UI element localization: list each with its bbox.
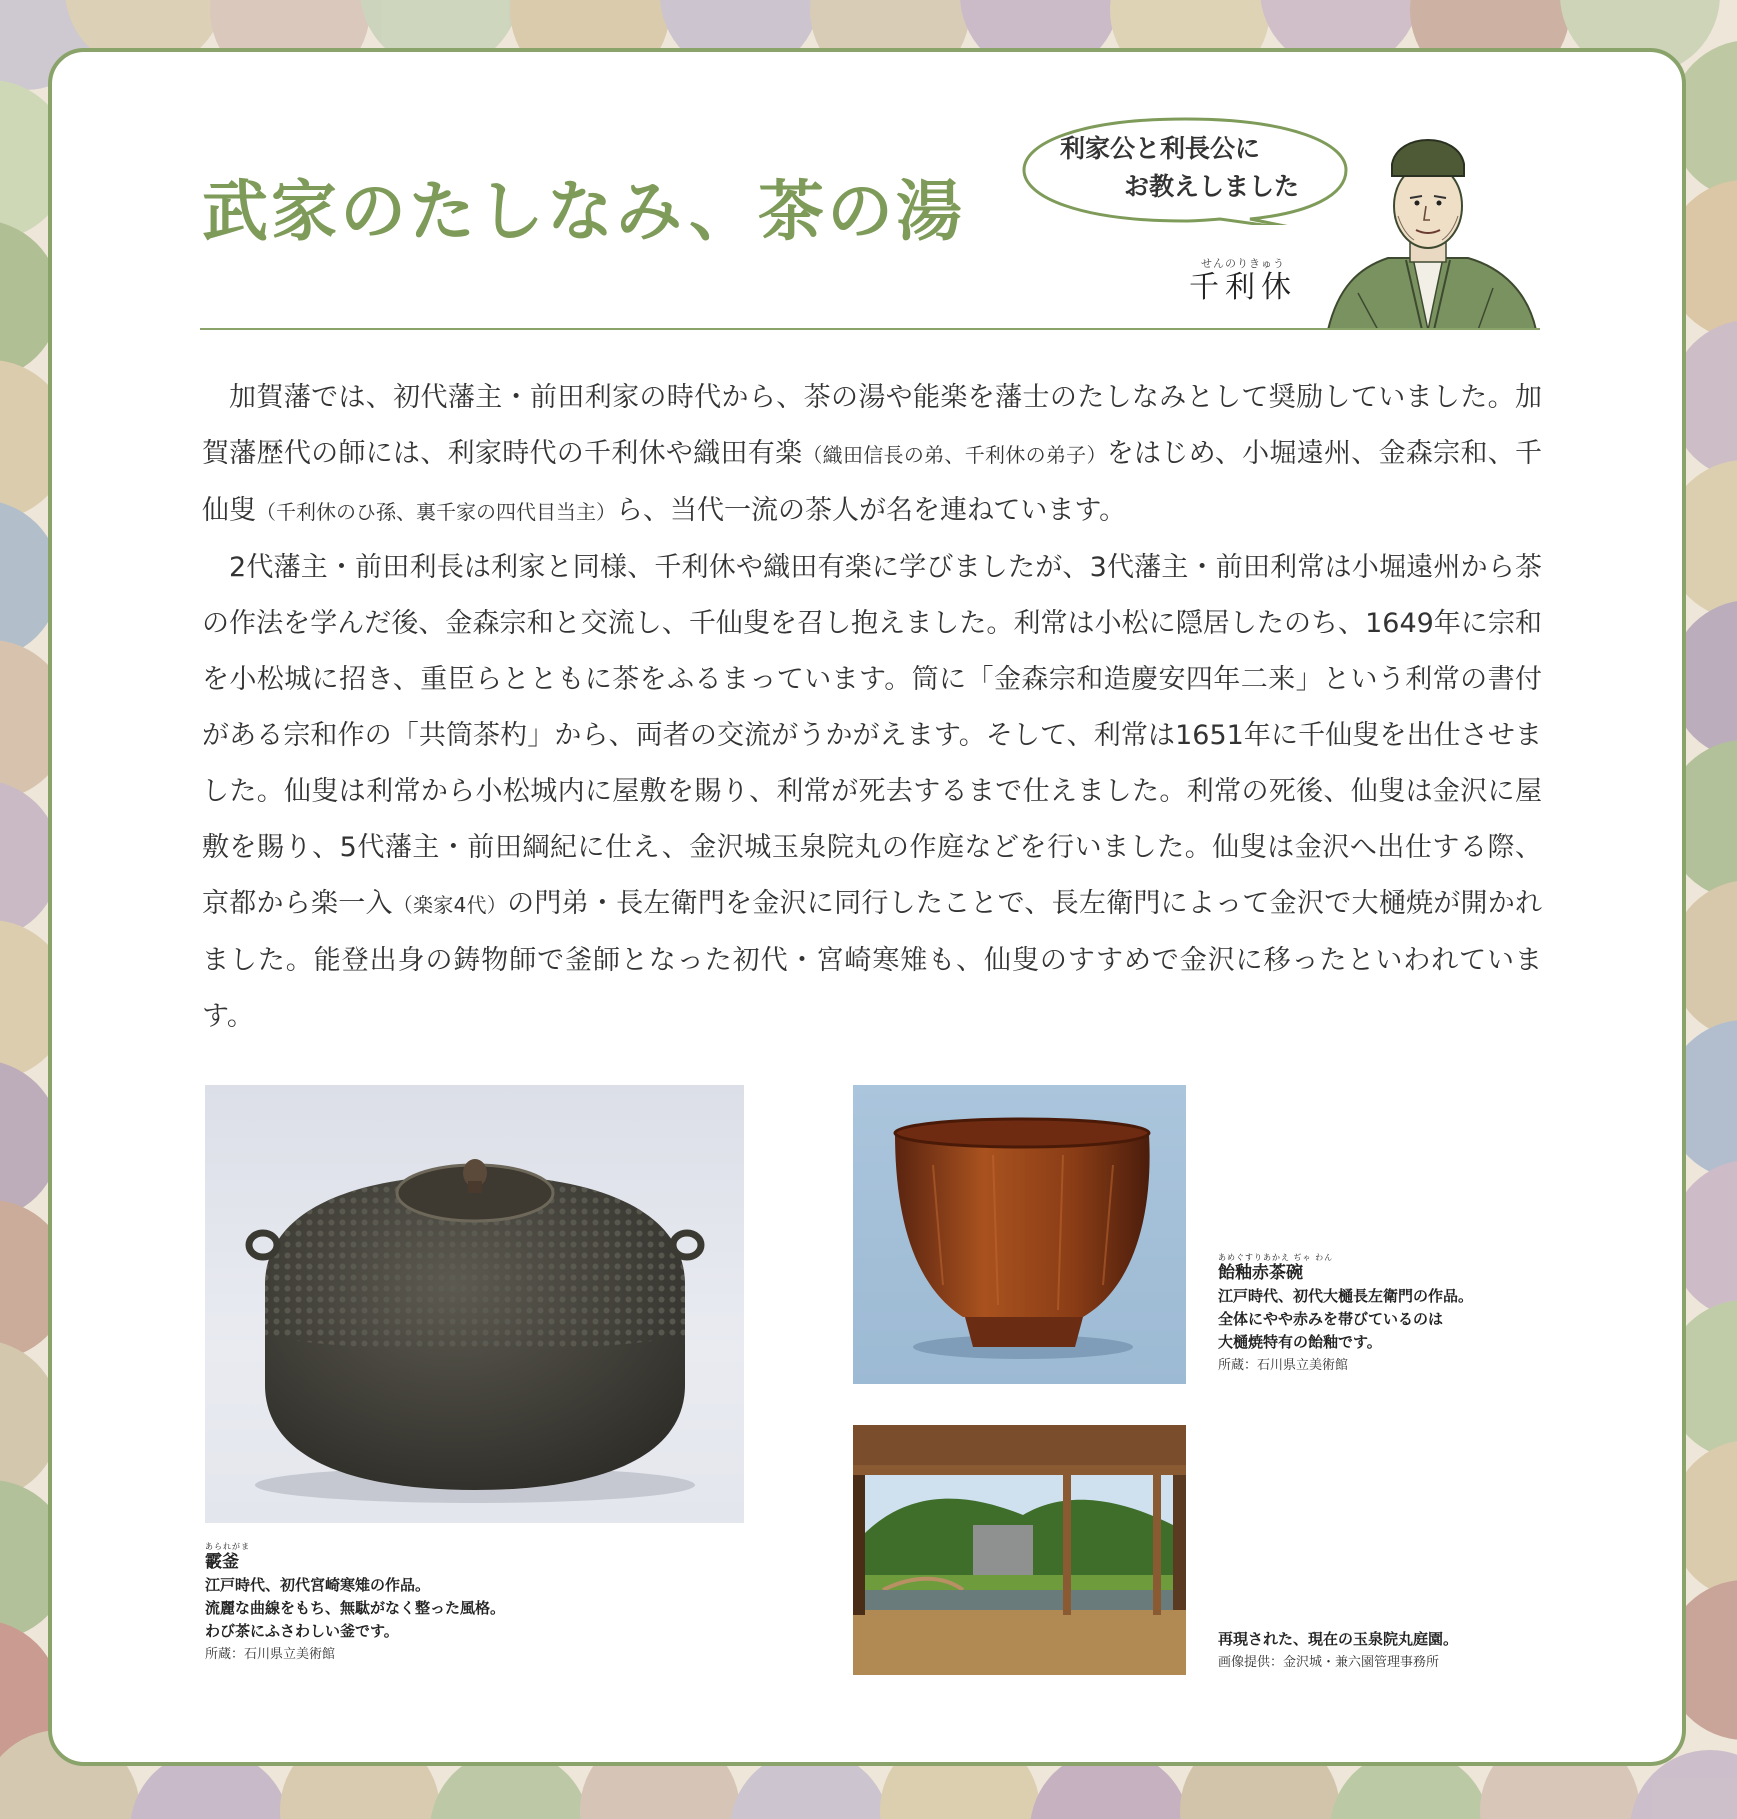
paragraph-2 [202,540,1542,1045]
sen-no-rikyu-portrait-icon [1318,118,1540,330]
speech-line-2: お教えしました [1124,172,1300,201]
tea-bowl-line-2: 全体にやや赤みを帯びているのは [1218,1310,1444,1328]
kettle-photo [205,1085,744,1523]
article-body [202,370,1542,1045]
tea-bowl-reading: あめぐすりあかえ ぢゃ わん [1218,1253,1334,1262]
speaker-reading: せんのりきゅう [1201,257,1285,270]
paragraph-2-text-b: の門弟・長左衛門を金沢に同行したことで、長左衛門によって金沢で大樋焼が開かれました。能登出身の鋳物師で釜師となった初代・宮崎寒雉も、仙叟のすすめで金沢に移ったといわれています。 [202,888,1542,1032]
paragraph-1-note-1: （織田信長の弟、千利休の弟子） [802,443,1107,467]
garden-image [853,1425,1186,1675]
paragraph-1-note-2: （千利休のひ孫、裏千家の四代目当主） [256,500,616,524]
kettle-caption [205,1542,565,1666]
garden-photo [853,1425,1186,1675]
title-divider [200,328,1540,330]
kettle-line-2: 流麗な曲線をもち、無駄がなく整った風格。 [205,1599,506,1617]
speech-line-1: 利家公と利長公に [1060,134,1261,163]
speech-bubble-text [1060,130,1300,206]
tea-bowl-image [853,1085,1186,1384]
paragraph-1-text-a: 加賀藩では、初代藩主・前田利家の時代から、茶の湯や能楽を藩士のたしなみとして奨励していました。加賀藩歴代の師には、利家時代の千利休や織田有楽 [202,382,1542,469]
kettle-image [205,1085,744,1523]
kettle-title: 霰釜 [205,1552,239,1572]
tea-bowl-title: 飴釉赤茶碗 [1218,1263,1303,1283]
page-title: 武家のたしなみ、茶の湯 [202,173,965,250]
speaker-label [1168,258,1318,306]
garden-caption [1218,1628,1538,1674]
tea-bowl-source: 所蔵：石川県立美術館 [1218,1358,1349,1373]
tea-bowl-line-1: 江戸時代、初代大樋長左衛門の作品。 [1218,1287,1474,1305]
garden-source: 画像提供：金沢城・兼六園管理事務所 [1218,1655,1440,1670]
paragraph-2-text-a: 2代藩主・前田利長は利家と同様、千利休や織田有楽に学びましたが、3代藩主・前田利常は小堀遠州から茶の作法を学んだ後、金森宗和と交流し、千仙叟を召し抱えました。利常は小松に隠居したのち、1649年に宗和を小松城に招き、重臣らとともに茶をふるまっています。筒に「金森宗和造慶安四年二来」という利常の書付がある宗和作の「共筒茶杓」から、両者の交流がうかがえます。そして、利常は1651年に千仙叟を出仕させました。仙叟は利常から小松城内に屋敷を賜り、利常が死去するまで仕えました。利常の死後、仙叟は金沢に屋敷を賜り、5代藩主・前田綱紀に仕え、金沢城玉泉院丸の作庭などを行いました。仙叟は金沢へ出仕する際、京都から楽一入 [202,552,1542,919]
tea-bowl-caption [1218,1253,1538,1377]
kettle-reading: あられがま [205,1542,250,1551]
garden-line-1: 再現された、現在の玉泉院丸庭園。 [1218,1630,1459,1648]
paragraph-2-note: （楽家4代） [392,893,508,917]
paragraph-1-text-b: をはじめ、小堀遠州、金森宗和、千仙叟 [202,438,1543,526]
paragraph-1 [202,370,1542,540]
speaker-name: 千利休 [1189,270,1297,305]
kettle-line-3: わび茶にふさわしい釜です。 [205,1622,399,1640]
tea-bowl-photo [853,1085,1186,1384]
paragraph-1-text-c: ら、当代一流の茶人が名を連ねています。 [616,495,1127,526]
tea-bowl-line-3: 大樋焼特有の飴釉です。 [1218,1333,1382,1351]
kettle-source: 所蔵：石川県立美術館 [205,1647,336,1662]
kettle-line-1: 江戸時代、初代宮崎寒雉の作品。 [205,1576,431,1594]
